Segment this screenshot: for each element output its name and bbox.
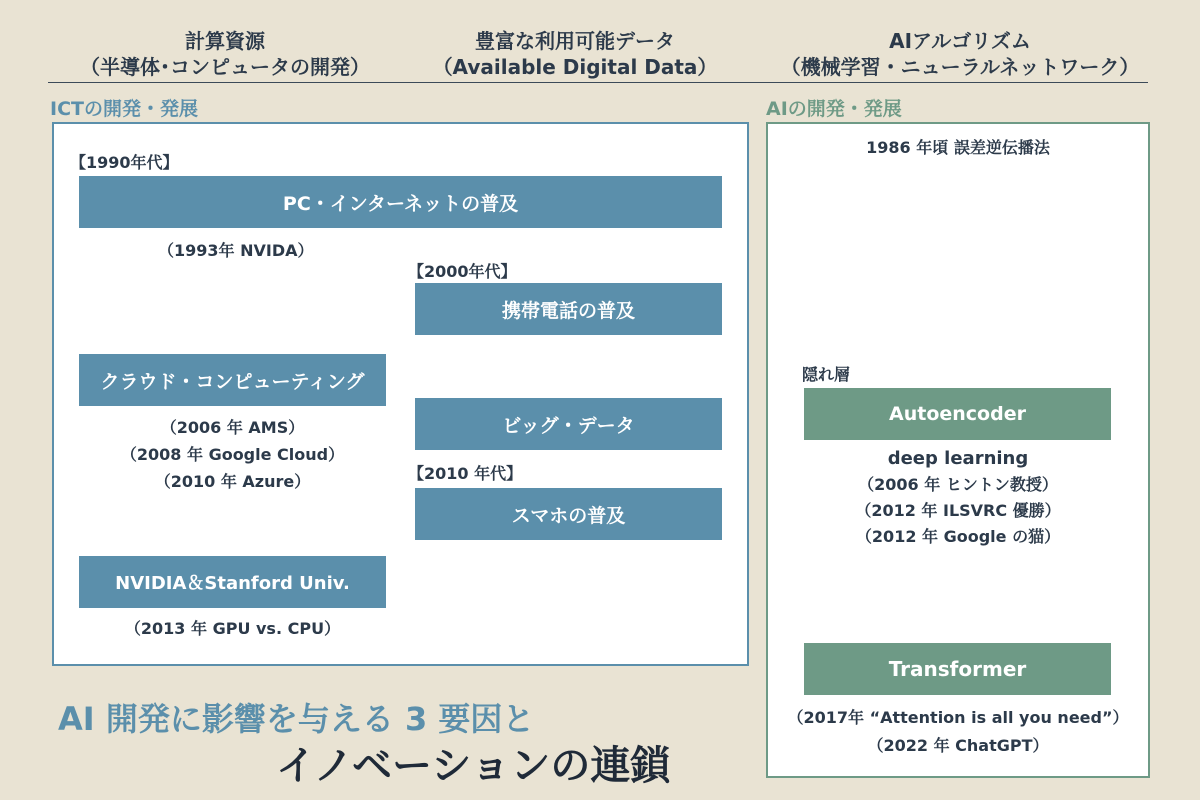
main-title-line1: AI 開発に影響を与える 3 要因と: [58, 700, 535, 738]
header-col-data-title: 豊富な利用可能データ: [475, 29, 675, 53]
header-col-compute: [60, 28, 390, 80]
mobile-bar: 携帯電話の普及: [415, 283, 722, 335]
cloud-note-ams: （2006 年 AMS）: [160, 418, 305, 437]
header-col-data: [410, 28, 740, 80]
header-col-algorithm-sub: （機械学習・ニューラルネットワーク）: [780, 55, 1140, 79]
deep-note-ilsvrc: （2012 年 ILSVRC 優勝）: [855, 501, 1061, 520]
header-col-algorithm-title: AIアルゴリズム: [889, 29, 1031, 53]
transformer-note-attention: （2017年 “Attention is all you need”）: [787, 708, 1129, 727]
label-1990s: 【1990年代】: [70, 153, 179, 172]
main-title-line2: イノベーションの連鎖: [276, 743, 671, 789]
deep-learning-notes: [766, 446, 1150, 550]
header-col-compute-title: 計算資源: [185, 29, 265, 53]
deep-learning-label: deep learning: [887, 448, 1029, 469]
cloud-note-google: （2008 年 Google Cloud）: [120, 445, 345, 464]
label-2010s: 【2010 年代】: [408, 464, 523, 483]
header-col-data-sub: （Available Digital Data）: [432, 55, 718, 79]
header-col-compute-sub: （半導体･コンピュータの開発）: [80, 55, 370, 79]
bigdata-bar: ビッグ・データ: [415, 398, 722, 450]
pc-internet-bar: PC・インターネットの普及: [79, 176, 722, 228]
header-col-algorithm: [760, 28, 1160, 80]
nvida-1993-note: （1993年 NVIDA）: [158, 241, 314, 260]
nvidia-stanford-bar: NVIDIA＆Stanford Univ.: [79, 556, 386, 608]
deep-note-hinton: （2006 年 ヒントン教授）: [858, 475, 1058, 494]
transformer-note-chatgpt: （2022 年 ChatGPT）: [867, 736, 1049, 755]
cloud-note-azure: （2010 年 Azure）: [154, 472, 311, 491]
transformer-notes: [766, 704, 1150, 760]
cloud-bar: クラウド・コンピューティング: [79, 354, 386, 406]
backprop-note: 1986 年頃 誤差逆伝播法: [866, 138, 1050, 157]
gpu-note: （2013 年 GPU vs. CPU）: [124, 619, 341, 638]
cloud-notes: [79, 414, 386, 495]
header-divider: [48, 82, 1148, 83]
ai-section-title: AIの開発・発展: [766, 98, 902, 120]
autoencoder-bar: Autoencoder: [804, 388, 1111, 440]
ict-section-title: ICTの開発・発展: [50, 98, 198, 120]
label-2000s: 【2000年代】: [408, 262, 517, 281]
smartphone-bar: スマホの普及: [415, 488, 722, 540]
hidden-layer-label: 隠れ層: [802, 365, 851, 384]
deep-note-google-cat: （2012 年 Google の猫）: [855, 527, 1061, 546]
transformer-bar: Transformer: [804, 643, 1111, 695]
